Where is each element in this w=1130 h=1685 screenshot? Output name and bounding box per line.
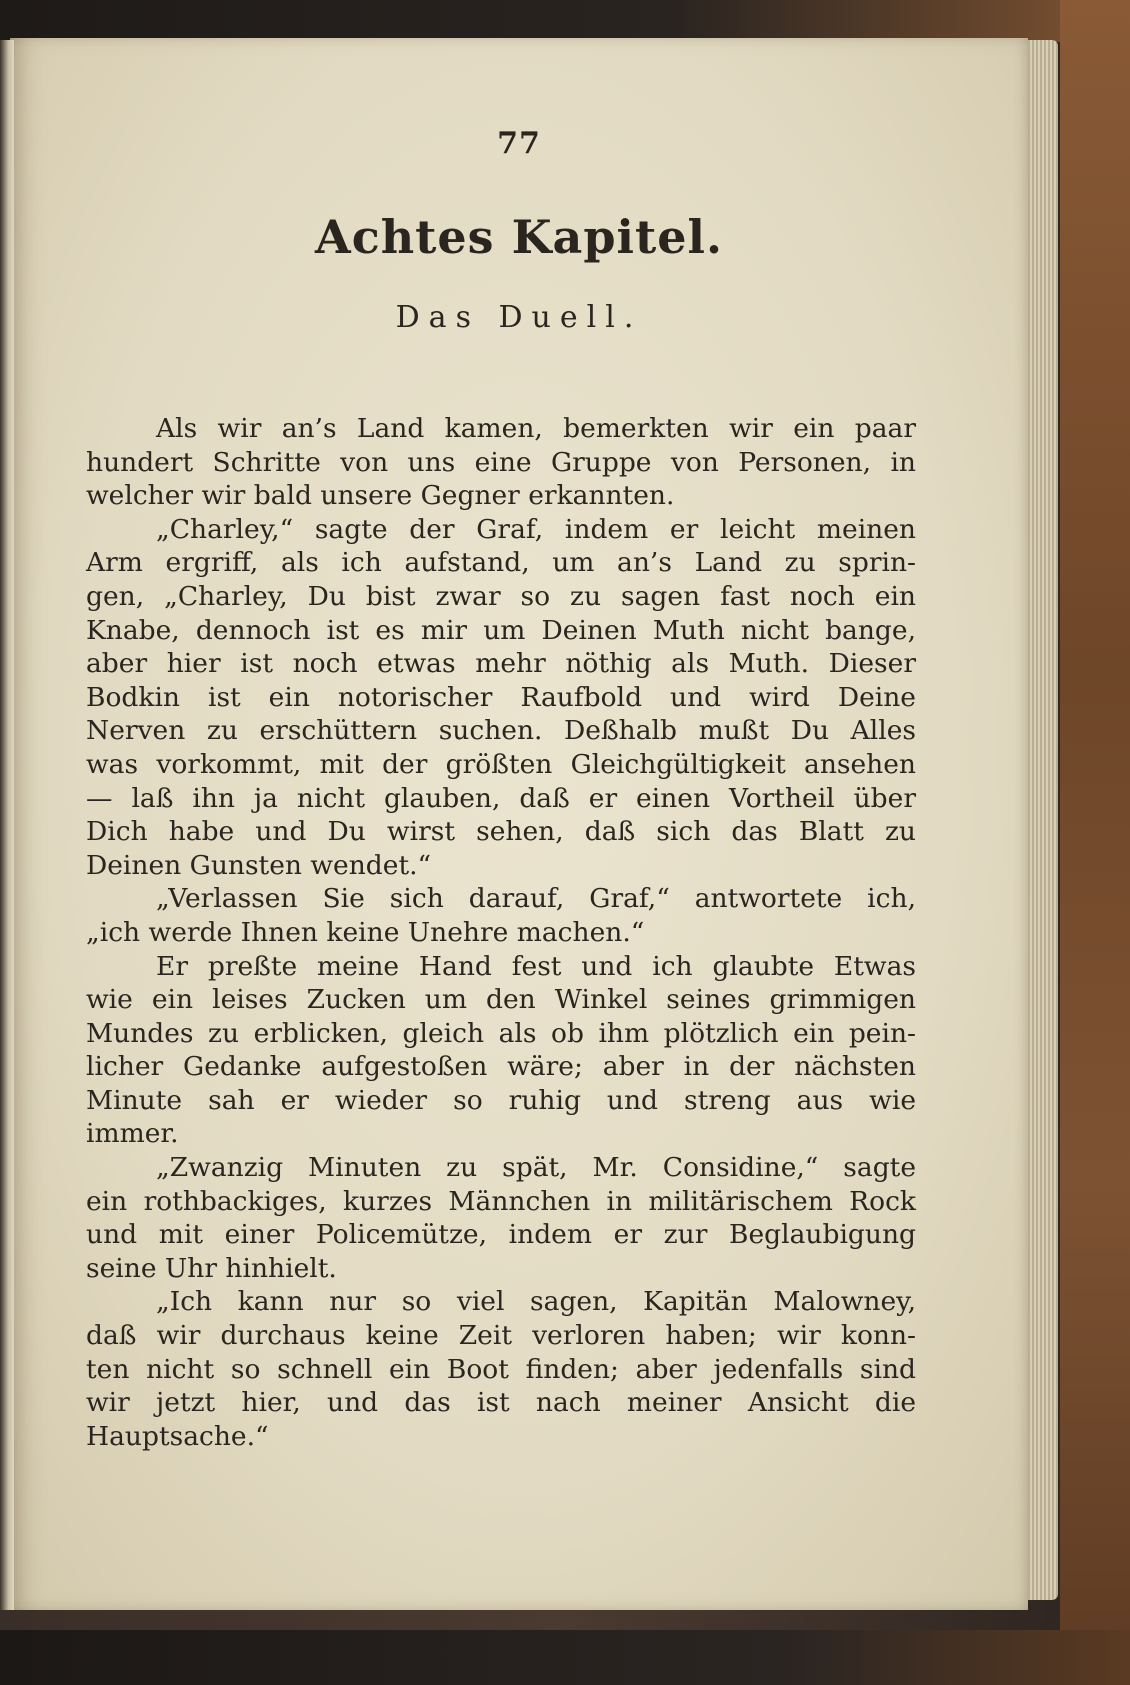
text-line: Minute sah er wieder so ruhig und streng aus wie — [86, 1084, 916, 1116]
text-line: aber hier ist noch etwas mehr nöthig als Muth. Dieser — [86, 648, 916, 680]
text-line: Nerven zu erschüttern suchen. Deßhalb mußt Du Alles — [86, 715, 916, 747]
text-line: Deinen Gunsten wendet.“ — [86, 849, 432, 881]
text-line: ten nicht so schnell ein Boot finden; aber jedenfalls sind — [86, 1353, 916, 1385]
text-line: ein rothbackiges, kurzes Männchen in militärischem Rock — [86, 1185, 916, 1217]
page-number: 77 — [497, 126, 541, 161]
text-line: wir jetzt hier, und das ist nach meiner Ansicht die — [86, 1387, 916, 1419]
text-line: „ich werde Ihnen keine Unehre machen.“ — [86, 916, 645, 948]
text-line: wie ein leises Zucken um den Winkel seines grimmigen — [86, 984, 916, 1016]
text-line: „Ich kann nur so viel sagen, Kapitän Malowney, — [156, 1286, 916, 1318]
text-line: Knabe, dennoch ist es mir um Deinen Muth nicht bange, — [86, 614, 916, 646]
text-line: „Zwanzig Minuten zu spät, Mr. Considine,“ sagte — [156, 1152, 916, 1184]
body-text — [86, 412, 916, 1453]
text-line: Als wir an’s Land kamen, bemerkten wir ein paar — [156, 413, 916, 444]
text-line: licher Gedanke aufgestoßen wäre; aber in der nächsten — [86, 1051, 916, 1083]
text-line: Er preßte meine Hand fest und ich glaubte Etwas — [156, 950, 916, 982]
text-line: und mit einer Policemütze, indem er zur Beglaubigung — [86, 1219, 916, 1251]
book-cover-top — [0, 0, 1130, 42]
text-line: „Charley,“ sagte der Graf, indem er leicht meinen — [156, 513, 916, 545]
book-page — [10, 38, 1028, 1610]
text-line: gen, „Charley, Du bist zwar so zu sagen fast noch ein — [86, 580, 916, 612]
text-line: immer. — [86, 1118, 179, 1150]
text-line: Mundes zu erblicken, gleich als ob ihm plötzlich ein pein- — [86, 1017, 916, 1049]
text-line: Dich habe und Du wirst sehen, daß sich das Blatt zu — [86, 816, 916, 848]
text-line: „Verlassen Sie sich darauf, Graf,“ antwortete ich, — [156, 883, 916, 915]
text-line: Bodkin ist ein notorischer Raufbold und wird Deine — [86, 681, 916, 713]
text-line: Hauptsache.“ — [86, 1420, 269, 1452]
book-cover-right — [1060, 0, 1130, 1685]
text-line: seine Uhr hinhielt. — [86, 1252, 337, 1284]
text-line: — laß ihn ja nicht glauben, daß er einen Vortheil über — [86, 782, 916, 814]
page-gutter — [0, 40, 14, 1610]
text-line: was vorkommt, mit der größten Gleichgültigkeit ansehen — [86, 748, 916, 780]
text-line: welcher wir bald unsere Gegner erkannten. — [86, 480, 675, 512]
text-line: daß wir durchaus keine Zeit verloren haben; wir konn- — [86, 1320, 916, 1352]
chapter-title: Achtes Kapitel. — [315, 210, 723, 264]
text-line: hundert Schritte von uns eine Gruppe von Personen, in — [86, 446, 916, 478]
text-line: Arm ergriff, als ich aufstand, um an’s Land zu sprin- — [86, 547, 916, 579]
book-cover-bottom — [0, 1630, 1130, 1685]
chapter-subtitle: Das Duell. — [395, 300, 643, 335]
